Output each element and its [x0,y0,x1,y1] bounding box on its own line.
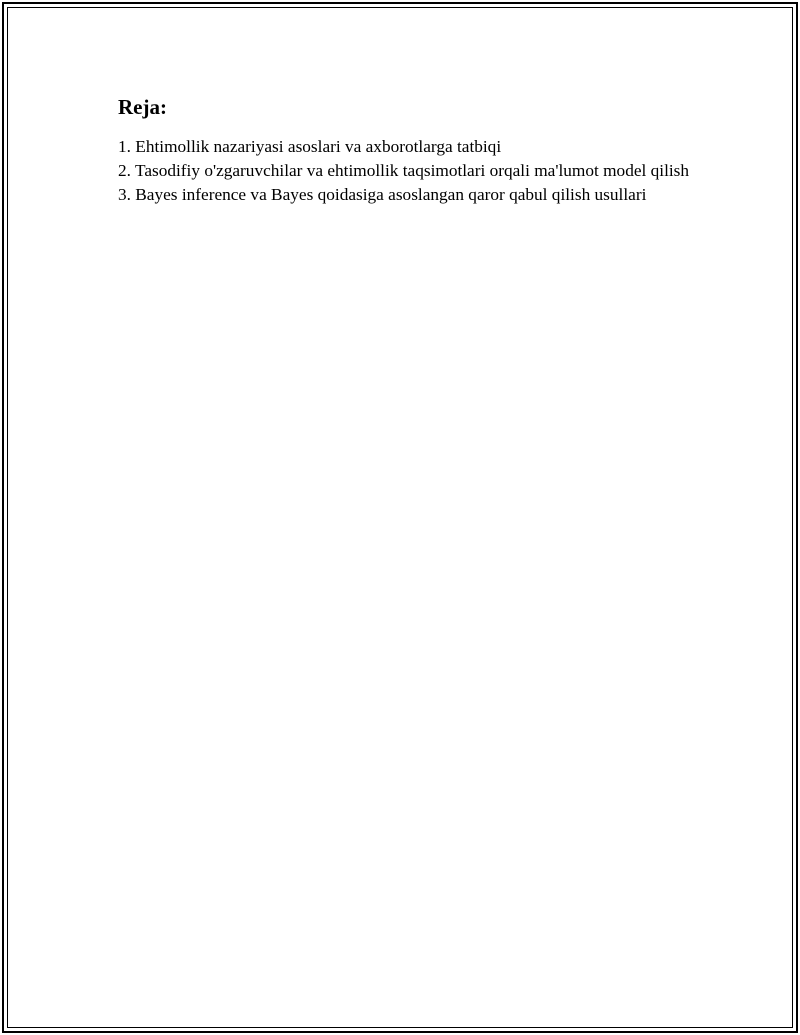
plan-item-2: 2. Tasodifiy o'zgaruvchilar va ehtimollik taqsimotlari orqali ma'lumot model qilish [118,161,690,180]
plan-item-3: 3. Bayes inference va Bayes qoidasiga asoslangan qaror qabul qilish usullari [118,185,647,204]
plan-list [118,135,690,207]
plan-heading: Reja: [118,95,167,119]
plan-item-1: 1. Ehtimollik nazariyasi asoslari va axborotlarga tatbiqi [118,137,502,156]
document-content [118,93,690,207]
